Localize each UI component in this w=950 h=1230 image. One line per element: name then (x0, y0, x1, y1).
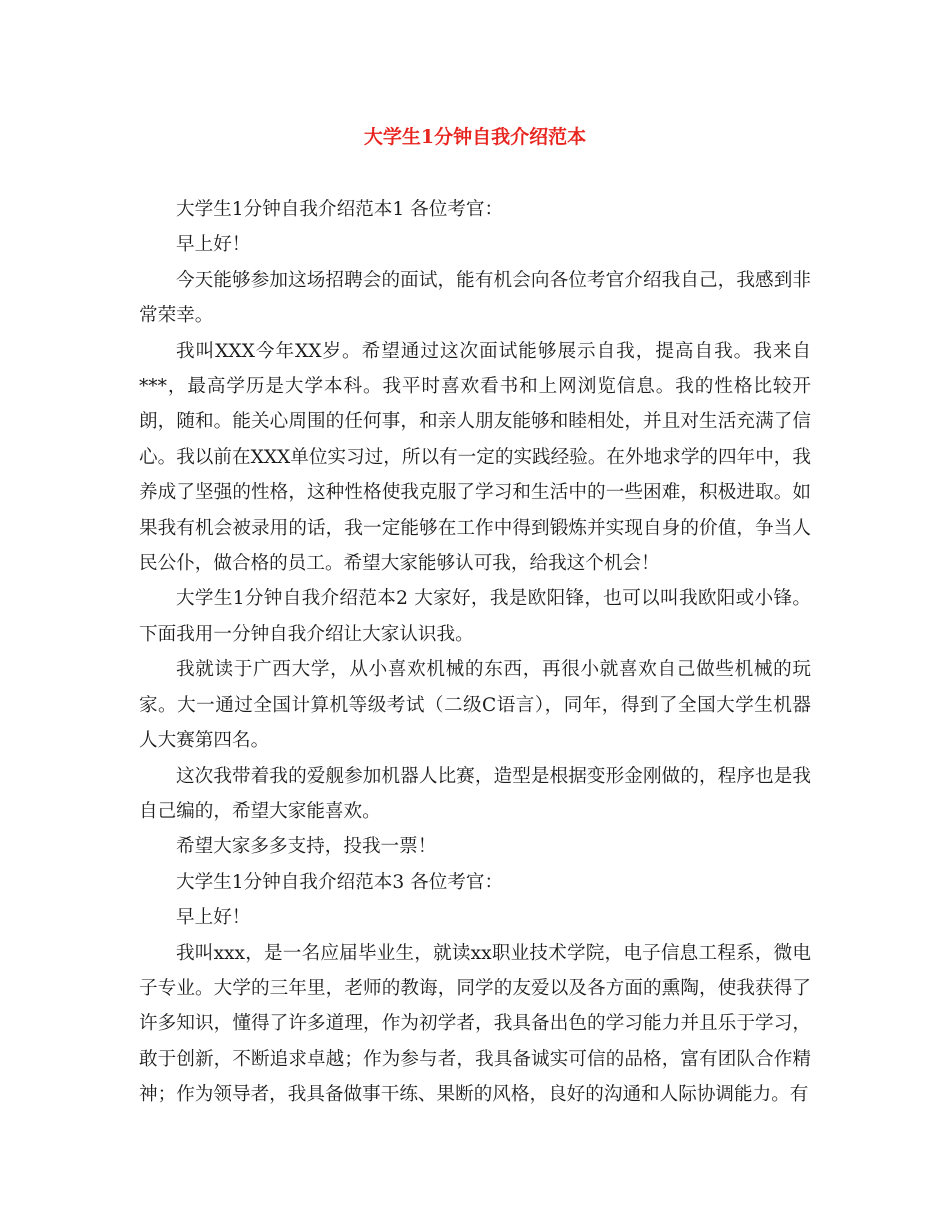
paragraph: 我就读于广西大学，从小喜欢机械的东西，再很小就喜欢自己做些机械的玩家。大一通过全国计算机等级考试（二级C语言），同年，得到了全国大学生机器人大赛第四名。 (139, 659, 811, 752)
document-body (139, 192, 811, 1113)
paragraph: 大学生1分钟自我介绍范本2 大家好，我是欧阳锋，也可以叫我欧阳或小锋。下面我用一分钟自我介绍让大家认识我。 (139, 588, 811, 645)
paragraph: 早上好！ (176, 234, 251, 256)
paragraph: 大学生1分钟自我介绍范本3 各位考官： (176, 871, 504, 893)
document-title: 大学生1分钟自我介绍范本 (363, 126, 587, 148)
paragraph: 今天能够参加这场招聘会的面试，能有机会向各位考官介绍我自己，我感到非常荣幸。 (139, 269, 811, 327)
paragraph: 这次我带着我的爱舰参加机器人比赛，造型是根据变形金刚做的，程序也是我自己编的，希望大家能喜欢。 (139, 765, 811, 822)
paragraph: 我叫xxx，是一名应届毕业生，就读xx职业技术学院，电子信息工程系，微电子专业。大学的三年里，老师的教诲，同学的友爱以及各方面的熏陶，使我获得了许多知识，懂得了许多道理，作为初学者，我具备出色的学习能力并且乐于学习，敢于创新，不断追求卓越；作为参与者，我具备诚实可信的品格，富有团队合作精神；作为领导者，我具备做事干练、果断的风格，良好的沟通和人际协调能力。有 (139, 942, 811, 1106)
paragraph: 我叫XXX今年XX岁。希望通过这次面试能够展示自我，提高自我。我来自***，最高学历是大学本科。我平时喜欢看书和上网浏览信息。我的性格比较开朗，随和。能关心周围的任何事，和亲人朋友能够和睦相处，并且对生活充满了信心。我以前在XXX单位实习过，所以有一定的实践经验。在外地求学的四年中，我养成了坚强的性格，这种性格使我克服了学习和生活中的一些困难，积极进取。如果我有机会被录用的话，我一定能够在工作中得到锻炼并实现自身的价值，争当人民公仆，做合格的员工。希望大家能够认可我，给我这个机会！ (139, 340, 811, 575)
paragraph: 希望大家多多支持，投我一票！ (176, 836, 437, 858)
paragraph: 早上好！ (176, 907, 251, 929)
paragraph: 大学生1分钟自我介绍范本1 各位考官： (176, 199, 504, 220)
